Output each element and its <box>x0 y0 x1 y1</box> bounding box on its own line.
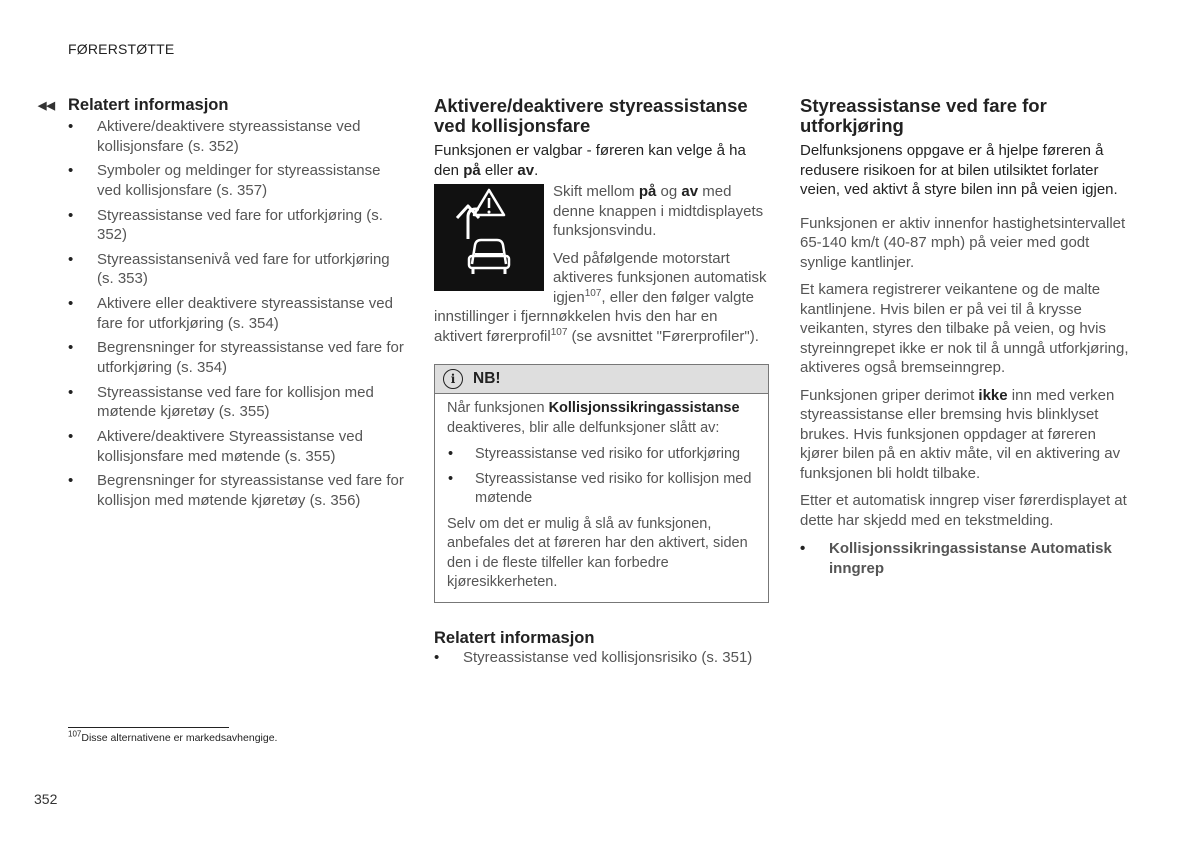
note-text: Når funksjonen Kollisjonssikringassistanse deaktiveres, blir alle delfunksjoner slått av: <box>447 400 740 436</box>
related-link[interactable]: • Begrensninger for styreassistanse ved fare for utforkjøring (s. 354) <box>38 338 408 377</box>
page-number: 352 <box>34 791 58 807</box>
footnote-divider <box>68 727 229 728</box>
lane-departure-column <box>800 96 1135 578</box>
body-paragraph: Funksjonen griper derimot ikke inn med verken styreassistanse eller bremsing hvis blinklyset brukes. Hvis funksjonen oppdager at føreren kjører bilen på en aktiv måte, vil en aktivering av funksjonen bli holdt tilbake. <box>800 386 1121 482</box>
double-left-arrow-icon[interactable]: ◀◀ <box>38 100 55 112</box>
related-info-list <box>434 648 769 668</box>
related-link[interactable]: • Aktivere/deaktivere styreassistanse ved kollisjonsfare (s. 352) <box>38 117 408 156</box>
list-item: • Styreassistanse ved risiko for kollisjon med møtende <box>447 470 756 509</box>
related-link[interactable]: • Styreassistanse ved fare for kollisjon med møtende kjøretøy (s. 355) <box>38 383 408 422</box>
list-item: • Styreassistanse ved risiko for utforkjøring <box>447 445 756 465</box>
related-link[interactable]: • Begrensninger for styreassistanse ved fare for kollisjon med møtende kjøretøy (s. 356) <box>38 471 408 510</box>
related-info-column <box>38 96 408 516</box>
menu-path-item: • Kollisjonssikringassistanse Automatisk inngrep <box>800 539 1135 578</box>
related-link[interactable]: • Styreassistanse ved kollisjonsrisiko (s. 351) <box>434 648 769 668</box>
body-paragraph: Funksjonen er aktiv innenfor hastighetsintervallet 65-140 km/t (40-87 mph) på veier med godt synlige kantlinjer. <box>800 214 1126 271</box>
footnote-ref[interactable]: 107 <box>550 326 568 338</box>
section-title: Styreassistanse ved fare for utforkjøring <box>800 95 1047 136</box>
intro-paragraph: Funksjonen er valgbar - føreren kan velge å ha den på eller av. <box>434 142 746 179</box>
lead-paragraph: Delfunksjonens oppgave er å hjelpe føreren å redusere risikoen for at bilen utilsiktet forlater veien, ved aktivt å styre bilen inn på veien igjen. <box>800 142 1118 198</box>
related-link[interactable]: • Aktivere/deaktivere Styreassistanse ved kollisjonsfare med møtende (s. 355) <box>38 427 408 466</box>
note-list <box>447 445 756 509</box>
related-info-list <box>38 117 408 510</box>
related-link[interactable]: • Aktivere eller deaktivere styreassistanse ved fare for utforkjøring (s. 354) <box>38 294 408 333</box>
related-link[interactable]: • Styreassistanse ved fare for utforkjøring (s. 352) <box>38 206 408 245</box>
note-box <box>434 364 769 603</box>
note-label: NB! <box>473 370 501 387</box>
footnote: $^{107}$Disse alternativene er markedsavhengige. <box>68 729 278 744</box>
switch-paragraph: Skift mellom på og av med denne knappen i midtdisplayets funksjonsvindu. <box>553 183 764 239</box>
section-header: FØRERSTØTTE <box>68 41 175 57</box>
related-link[interactable]: • Styreassistansenivå ved fare for utforkjøring (s. 353) <box>38 250 408 289</box>
info-icon: i <box>443 369 463 389</box>
related-link[interactable]: • Symboler og meldinger for styreassistanse ved kollisjonsfare (s. 357) <box>38 161 408 200</box>
related-info-heading: Relatert informasjon <box>434 628 595 647</box>
note-closing: Selv om det er mulig å slå av funksjonen, anbefales det at føreren har den aktivert, siden den i de fleste tilfeller kan forbedre kjøresikkerheten. <box>447 515 748 590</box>
related-info-heading: Relatert informasjon <box>68 96 229 114</box>
section-title: Aktivere/deaktivere styreassistanse ved kollisjonsfare <box>434 95 748 136</box>
footnote-ref[interactable]: 107 <box>584 287 602 299</box>
body-paragraph: Etter et automatisk inngrep viser førerdisplayet at dette har skjedd med en tekstmelding. <box>800 492 1127 529</box>
restart-paragraph: Ved påfølgende motorstart aktiveres funksjonen automatisk igjen$^{107}$, eller den følger valgte innstillinger i fjernnøkkelen hvis den har en aktivert førerprofil$^{107}$ (se avsnittet "Førerprofiler"). <box>434 249 767 345</box>
body-paragraph: Et kamera registrerer veikantene og de malte kantlinjene. Hvis bilen er på vei til å krysse veikanten, styres den tilbake på veien, og hvis styreinngrepet ikke er nok til å unngå utforkjøring, aktiveres også bremseinngrep. <box>800 281 1129 376</box>
activation-column <box>434 96 769 667</box>
steering-collision-warning-icon[interactable] <box>434 184 544 291</box>
